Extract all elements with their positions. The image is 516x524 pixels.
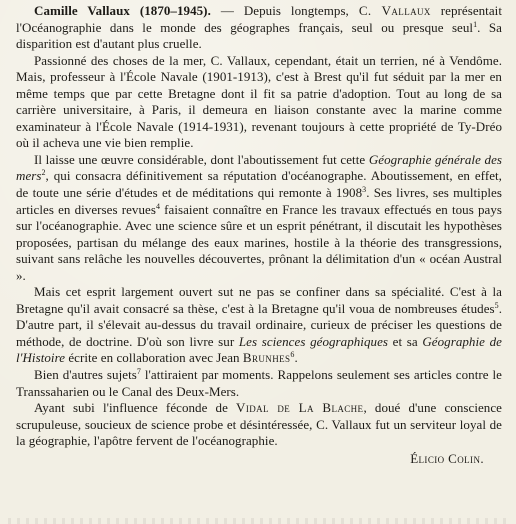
footnote-ref-5: 5: [494, 300, 499, 310]
book-title-geographie-histoire: Géographie de l'Histoire: [16, 333, 502, 366]
obituary-text: [16, 3, 502, 467]
paragraph-5-part-b: l'attiraient par moments. Rappelons seulement ses articles contre le Transsaharien ou le Canal des Deux-Mers.: [16, 367, 503, 399]
author-name-smallcaps: C. Vallaux: [358, 3, 431, 18]
bleed-through-line: [8, 518, 508, 524]
paragraph-2: [16, 53, 502, 152]
paragraph-3-part-d: faisaient connaître en France les travaux effectués en tous pays sur l'océanographie. Avec une science sûre et un esprit pénétrant, il discutait les hypothèses proposées, partisan du mélange des eaux marines, hostile à la théorie des transgressions, suivant sans relâche les nouvelles découvertes, prônant la délimitation d'un « océan Austral ».: [16, 201, 502, 283]
coauthor-brunhes: Brunhes: [242, 350, 291, 366]
paragraph-1: [16, 3, 502, 53]
paragraph-5-part-a: Bien d'autres sujets: [34, 367, 137, 383]
footnote-ref-2: 2: [41, 168, 46, 178]
footnote-ref-3: 3: [362, 185, 367, 195]
paragraph-6: [16, 400, 502, 450]
paragraph-6-part-b: , doué d'une conscience scrupuleuse, soucieux de science probe et désintéressée, C. Vallaux fut un serviteur loyal de la géographie, l'apôtre fervent de l'océanographie.: [16, 400, 502, 449]
footnote-ref-4: 4: [155, 201, 160, 211]
footnote-ref-6: 6: [290, 350, 295, 360]
heading-tail: . Sa disparition est d'autant plus cruelle.: [16, 19, 502, 52]
heading-name: Camille Vallaux (1870–1945).: [34, 3, 211, 18]
book-title-geographie-mers: Géographie générale des mers: [16, 151, 503, 184]
paragraph-3: [16, 152, 502, 284]
name-vidal-de-la-blache: Vidal de La Blache: [236, 400, 364, 416]
paragraph-3-part-b: , qui consacra définitivement sa réputation d'océanographe. Aboutissement, en effet, de toute une série d'études et de méditations qui remonte à 1908: [16, 168, 502, 201]
paragraph-2-text: Passionné des choses de la mer, C. Vallaux, cependant, était un terrien, né à Vendôme. Mais, professeur à l'École Navale (1901-1913), c'est à Brest qu'il fut séduit par la mer en même temps que par cette Bretagne dont il fit sa patrie d'adoption. Tout au long de sa carrière universitaire, à Paris, il demeura en liaison constante avec la marine comme examinateur à l'École Navale (1914-1931), revenant toujours à cette propriété de Ty-Dréo où il acheva une vie bien remplie.: [16, 52, 502, 151]
footnote-ref-7: 7: [136, 367, 141, 377]
paragraph-4-part-d: écrite en collaboration avec Jean: [65, 350, 243, 366]
heading-rest: représentait l'Océanographie dans le monde des géographes français, seul ou presque seul: [16, 3, 502, 35]
paragraph-4: [16, 284, 502, 367]
signature: Élicio Colin.: [410, 450, 484, 466]
paragraph-5: [16, 367, 502, 400]
paragraph-4-part-e: .: [294, 350, 298, 366]
paragraph-4-part-c: et sa: [388, 333, 423, 349]
paragraph-6-part-a: Ayant subi l'influence féconde de: [34, 400, 237, 416]
footnote-ref-1: 1: [473, 19, 478, 29]
paragraph-4-part-b: . D'autre part, il s'élevait au-dessus du travail ordinaire, curieux de préciser les questions de méthode, de doctrine. D'où son livre sur: [16, 300, 502, 349]
paragraph-3-part-c: . Ses livres, ses multiples articles en diverses revues: [16, 185, 502, 217]
heading-lead: — Depuis longtemps,: [210, 3, 359, 18]
paragraph-3-part-a: Il laisse une œuvre considérable, dont l'aboutissement fut cette: [34, 151, 369, 167]
paragraph-4-part-a: Mais cet esprit largement ouvert sut ne pas se confiner dans sa spécialité. C'est à la Bretagne qu'il avait consacré sa thèse, c'est à la Bretagne qu'il voua de nombreuses études: [16, 284, 502, 316]
book-title-sciences-geographiques: Les sciences géographiques: [238, 333, 388, 349]
